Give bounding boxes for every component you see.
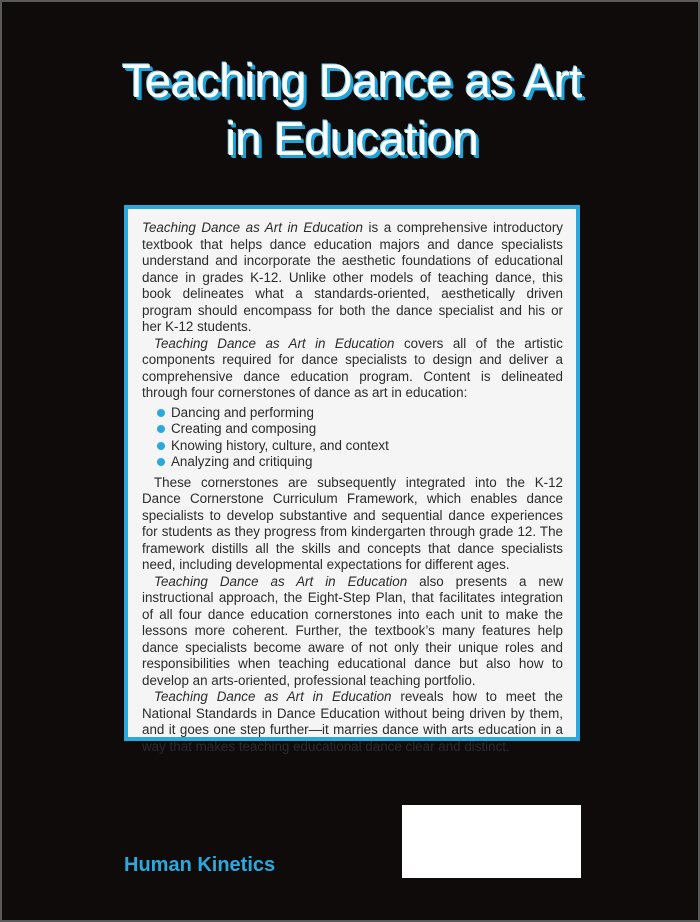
list-item — [157, 438, 563, 455]
book-title-reference: Teaching Dance as Art in Education — [154, 573, 408, 589]
paragraph-text: is a comprehensive introductory textbook that helps dance education majors and dance specialists understand and incorporate the aesthetic foundations of educational dance in grades K-12. Unlike other models of teaching dance, this book delineates what a standards-oriented, aesthetically driven program should encompass for both the dance specialist and his or her K-12 students. — [142, 220, 564, 334]
description-paragraph-5 — [142, 689, 563, 755]
list-item-text: Creating and composing — [171, 421, 317, 436]
description-paragraph-3: These cornerstones are subsequently integrated into the K-12 Dance Cornerstone Curriculum Framework, which enables dance specialists to develop substantive and sequential dance experiences for students as they progress from kindergarten through grade 12. The framework distills all the skills and concepts that dance specialists need, including developmental expectations for different ages. — [142, 474, 563, 572]
cornerstones-list — [142, 405, 563, 471]
description-paragraph-2 — [142, 336, 563, 402]
bullet-icon — [157, 442, 165, 450]
book-title-reference: Teaching Dance as Art in Education — [142, 220, 363, 235]
paragraph-text: also presents a new instructional approach, the Eight-Step Plan, that facilitates integration of all four dance education cornerstones into each unit to make the lessons more coherent. Further, the textbook’s many features help dance specialists become aware of not only their unique roles and responsibilities when teaching educational dance but also how to develop an arts-oriented, professional teaching portfolio. — [142, 573, 563, 688]
book-title-line-1: Teaching Dance as Art — [122, 54, 582, 107]
list-item-text: Analyzing and critiquing — [171, 454, 313, 469]
bullet-icon — [157, 425, 165, 433]
list-item — [157, 454, 563, 471]
list-item-text: Dancing and performing — [171, 404, 314, 420]
description-paragraph-1 — [142, 220, 563, 336]
bullet-icon — [157, 458, 165, 466]
publisher-name: Human Kinetics — [124, 854, 276, 876]
description-paragraph-4 — [142, 574, 563, 690]
book-title-line-2: in Education — [225, 112, 479, 165]
book-title — [42, 52, 662, 168]
list-item — [157, 421, 563, 438]
book-title-reference: Teaching Dance as Art in Education — [154, 689, 392, 704]
paragraph-text: covers all of the artistic components required for dance specialists to design and deliver a comprehensive dance education program. Content is delineated through four cornerstones of dance as art in education: — [142, 335, 563, 400]
bullet-icon — [157, 409, 165, 417]
barcode-area — [402, 805, 581, 878]
list-item-text: Knowing history, culture, and context — [171, 437, 389, 453]
paragraph-text: reveals how to meet the National Standards in Dance Education without being driven by them, and it goes one step further—it marries dance with arts education in a way that makes teaching educational dance clear and distinct. — [142, 689, 564, 754]
list-item — [157, 405, 563, 422]
description-panel — [124, 205, 580, 754]
book-title-reference: Teaching Dance as Art in Education — [154, 335, 395, 351]
